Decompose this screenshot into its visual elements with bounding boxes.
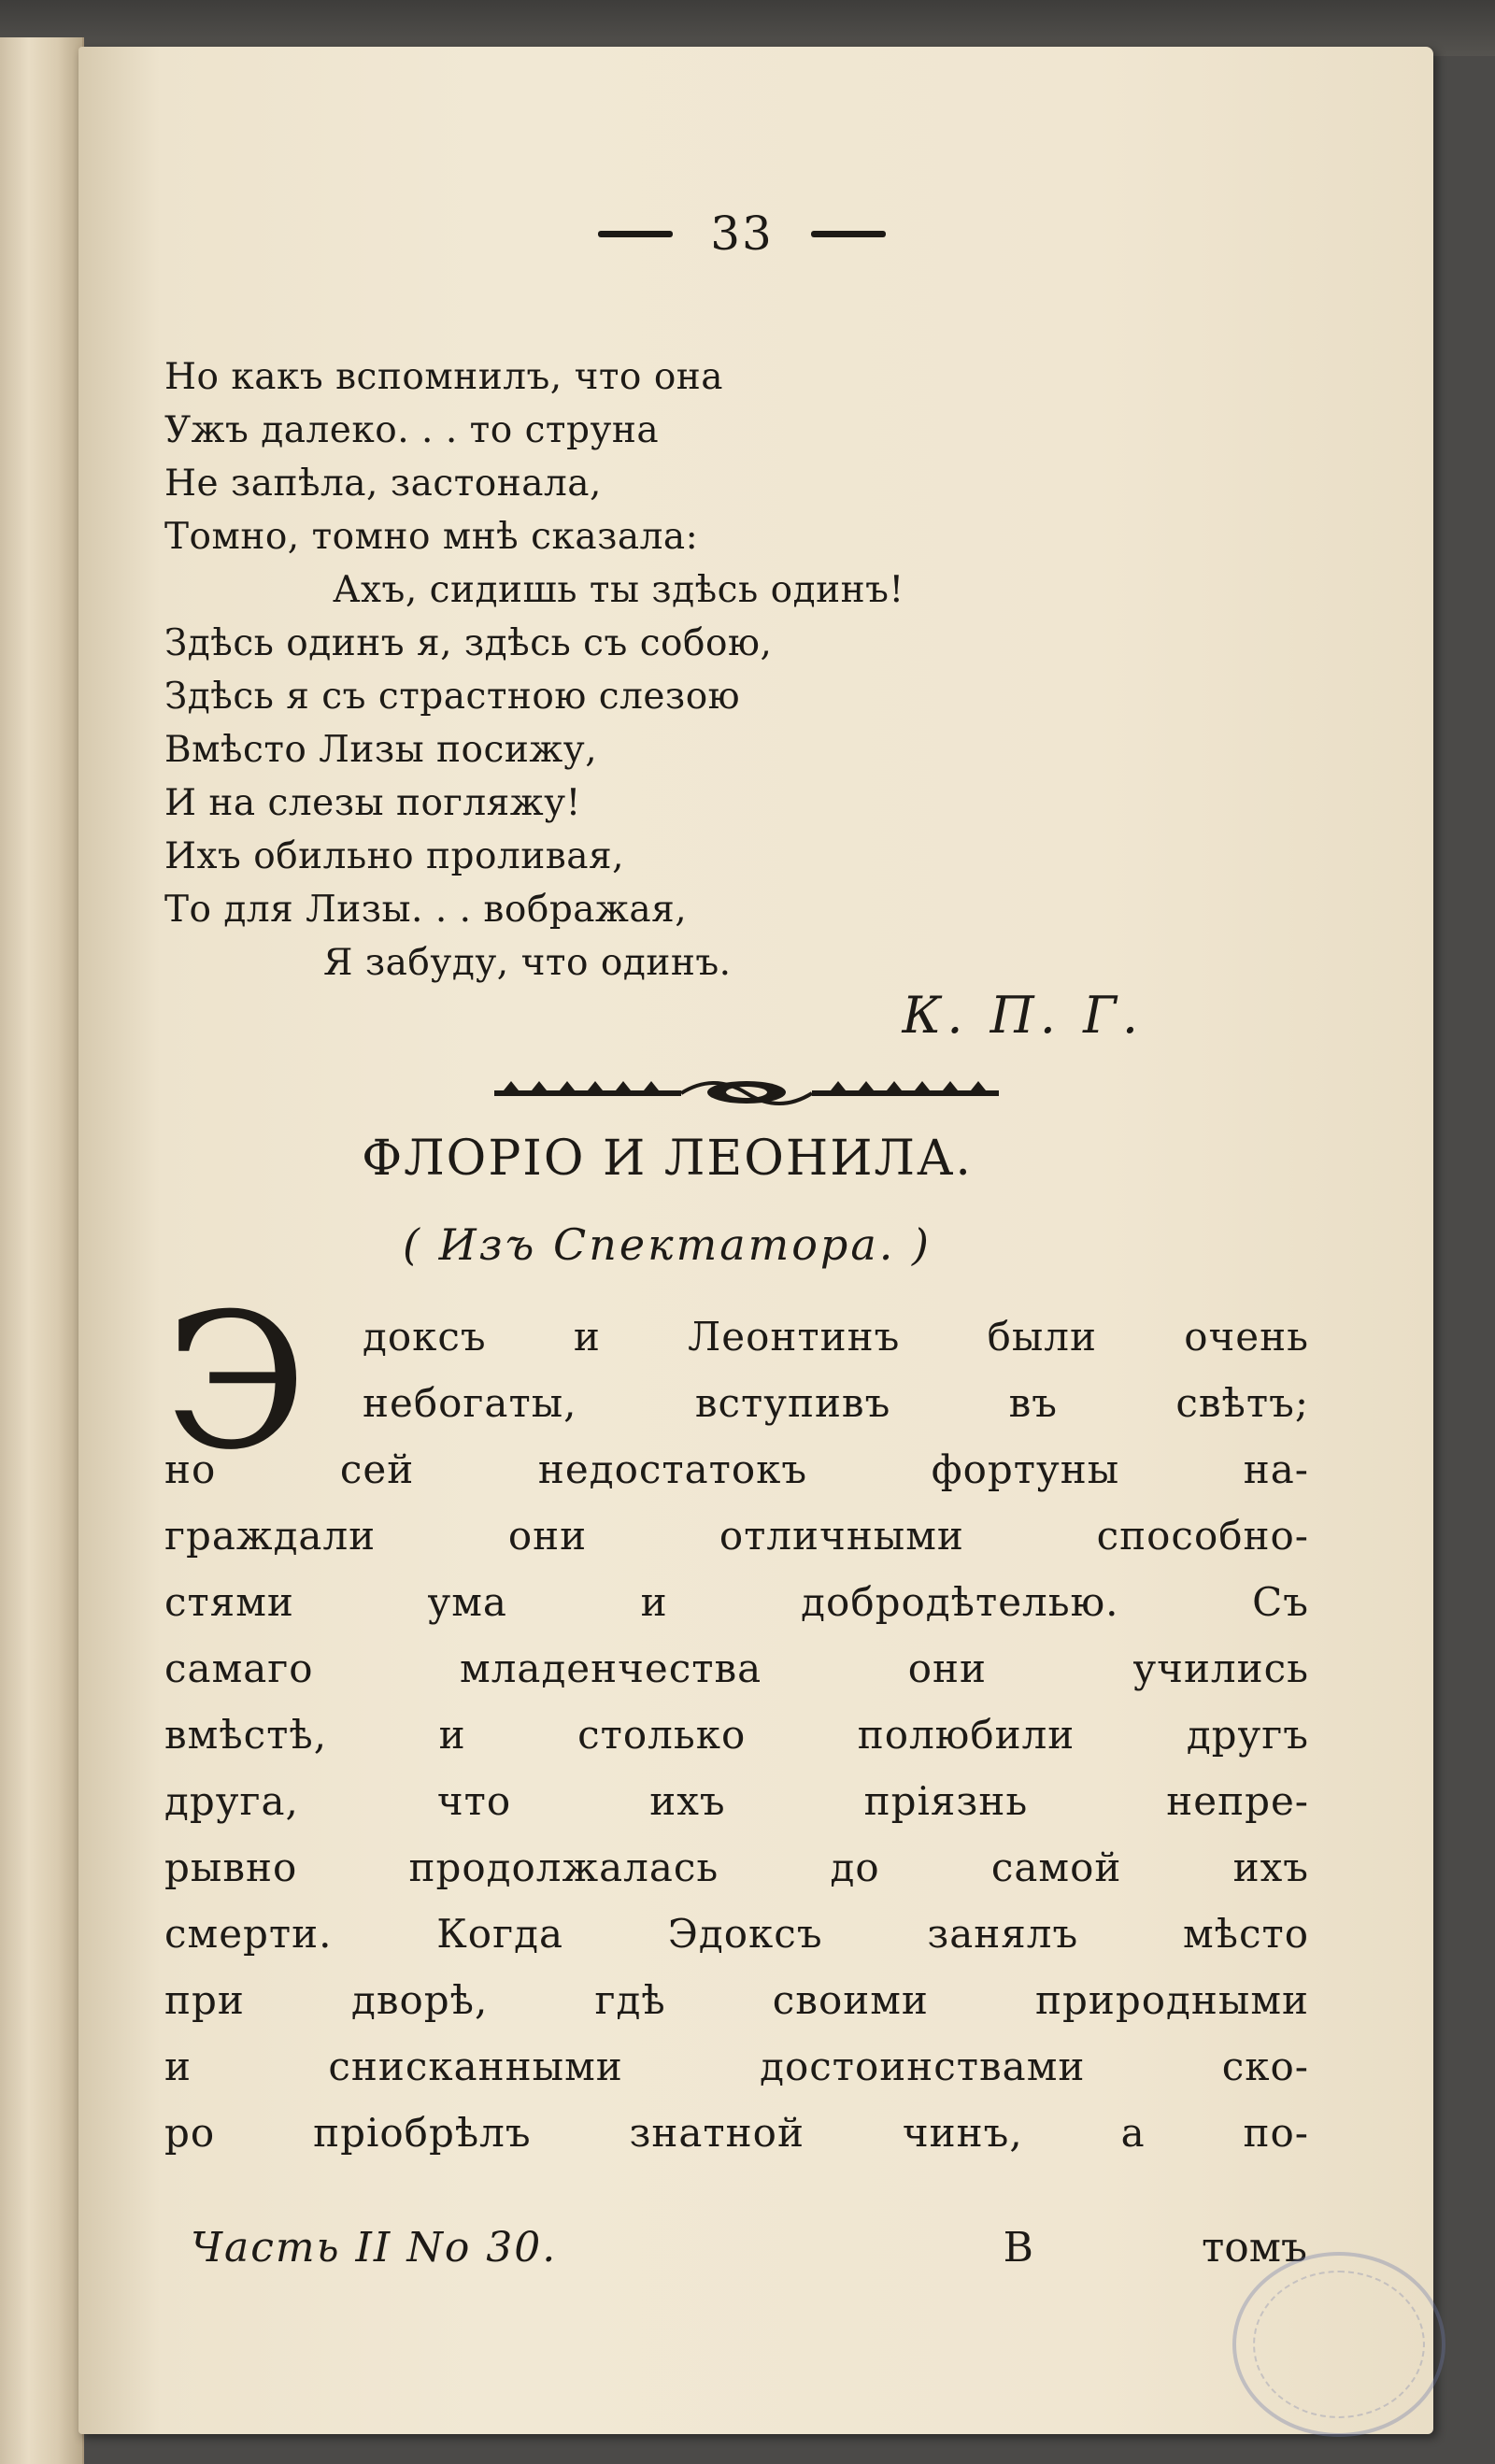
poem-line: Ахъ, сидишь ты здѣсь одинъ!	[333, 569, 904, 611]
footer-number: No 30.	[406, 2223, 558, 2272]
poem-line: Здѣсь я съ страстною слезою	[164, 676, 741, 718]
body-line: самаго младенчества они учились	[164, 1645, 1309, 1691]
drop-cap: Э	[164, 1274, 308, 1491]
poem-line: Ихъ обильно проливая,	[164, 835, 624, 877]
page-number: 33	[710, 207, 774, 261]
poem	[164, 350, 1211, 990]
poem-line: Не запѣла, застонала,	[164, 463, 602, 505]
book-page	[78, 47, 1433, 2434]
body-line: доксъ и Леонтинъ были очень	[363, 1314, 1309, 1360]
body-line: но сей недостатокъ фортуны на-	[164, 1446, 1309, 1492]
poem-line: То для Лизы. . . вображая,	[164, 889, 688, 931]
body-line: смерти. Когда Эдоксъ занялъ мѣсто	[164, 1911, 1309, 1957]
poem-line: Но какъ вспомнилъ, что она	[164, 356, 724, 398]
page-header	[518, 201, 966, 266]
catchword: томъ	[1201, 2223, 1307, 2272]
library-stamp	[1232, 2252, 1445, 2437]
body-line: и снисканными достоинствами ско-	[164, 2044, 1309, 2089]
book-binding	[0, 37, 84, 2464]
poem-line: Здѣсь одинъ я, здѣсь съ собою,	[164, 622, 773, 664]
header-dash-right	[811, 231, 886, 237]
footer-part	[191, 2224, 557, 2272]
body-line: стями ума и добродѣтелью. Съ	[164, 1579, 1309, 1625]
signature-mark: В	[1003, 2223, 1033, 2272]
body-line: граждали они отличными способно-	[164, 1513, 1309, 1559]
footer-right-group	[1004, 2224, 1307, 2272]
poem-line: Вмѣсто Лизы посижу,	[164, 729, 598, 771]
article-title: ФЛОРІО И ЛЕОНИЛА.	[362, 1131, 973, 1187]
body-line: вмѣстѣ, и столько полюбили другъ	[164, 1712, 1309, 1758]
body-line: ро пріобрѣлъ знатной чинъ, а по-	[164, 2110, 1309, 2156]
poem-line: Я забуду, что одинъ.	[323, 942, 732, 984]
poem-line: Томно, томно мнѣ сказала:	[164, 516, 699, 558]
article-body	[164, 1303, 1309, 2166]
header-dash-left	[598, 231, 673, 237]
poem-line: И на слезы погляжу!	[164, 782, 581, 824]
poem-line: Ужъ далеко. . . то струна	[164, 409, 660, 451]
body-line: при дворѣ, гдѣ своими природными	[164, 1977, 1309, 2023]
page-footer	[191, 2215, 1307, 2280]
decorative-ornament	[494, 1070, 999, 1107]
article-subtitle: ( Изъ Спектатора. )	[403, 1219, 932, 1270]
poem-signature: К. П. Г.	[902, 986, 1144, 1045]
footer-part-label: Часть II	[191, 2223, 392, 2272]
body-line: друга, что ихъ пріязнь непре-	[164, 1778, 1309, 1824]
body-line: небогаты, вступивъ въ свѣтъ;	[363, 1380, 1309, 1426]
body-line: рывно продолжалась до самой ихъ	[164, 1844, 1309, 1890]
